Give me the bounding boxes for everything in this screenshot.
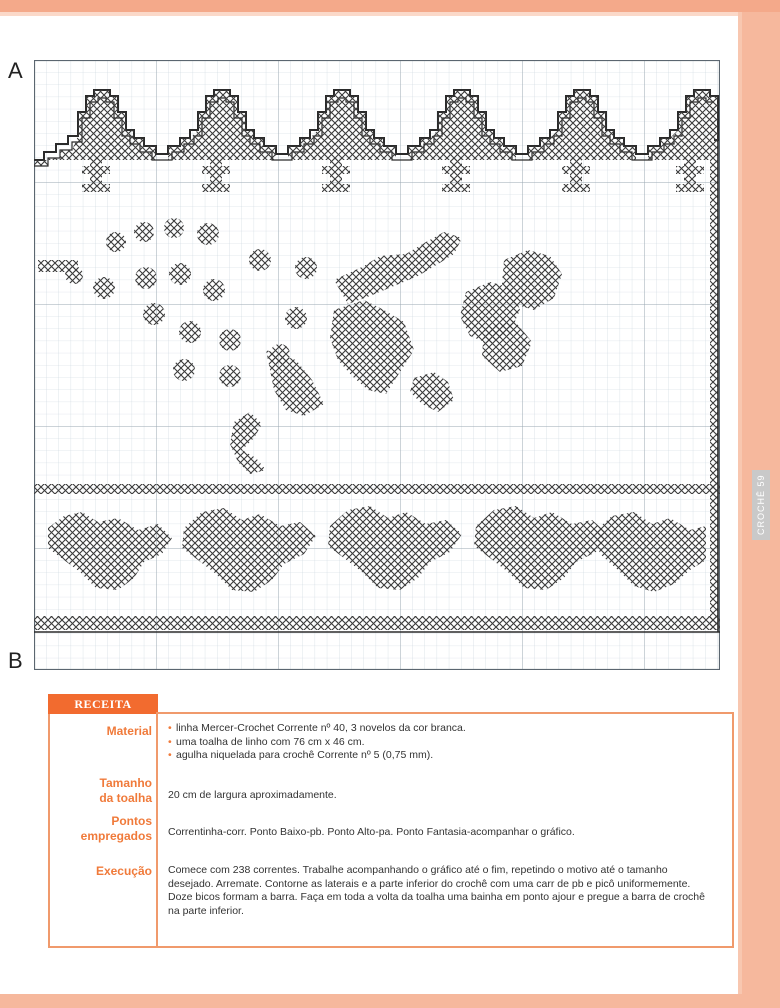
size-label-line-1: Tamanho — [99, 776, 152, 790]
size-label — [48, 776, 152, 806]
page-side-tab: CROCHÊ 59 — [752, 470, 770, 540]
crochet-chart — [34, 60, 720, 670]
material-item: • agulha niquelada para crochê Corrente nº 5 (0,75 mm). — [168, 749, 728, 763]
recipe-divider — [156, 712, 158, 948]
chart-marker-b: B — [8, 648, 23, 673]
stitches-label-line-2: empregados — [80, 829, 152, 843]
size-label-line-2: da toalha — [99, 791, 152, 805]
stitches-text: Correntinha-corr. Ponto Baixo-pb. Ponto Alto-pa. Ponto Fantasia-acompanhar o gráfico. — [168, 826, 575, 838]
material-item: • linha Mercer-Crochet Corrente nº 40, 3 novelos da cor branca. — [168, 722, 728, 736]
chart-marker-a: A — [8, 58, 23, 83]
page-frame-bottom — [0, 994, 780, 1008]
size-text: 20 cm de largura aproximadamente. — [168, 789, 337, 801]
stitches-label-line-1: Pontos — [111, 814, 152, 828]
stitches-label — [48, 814, 152, 844]
chart-right-edge — [710, 160, 718, 630]
material-list — [168, 722, 728, 763]
chart-band-bottom — [34, 616, 720, 630]
execution-text: Comece com 238 correntes. Trabalhe acompanhando o gráfico até o fim, repetindo o motivo até o tamanho desejado. Arremate. Contorne as laterais e a parte inferior do crochê com uma carr de pb e picô uniformemente. Doze bicos formam a barra. Faça em toda a volta da toalha uma bainha em ponto ajour e pregue a barra de crochê na parte inferior. — [168, 864, 705, 917]
recipe-tab: RECEITA — [48, 694, 158, 714]
execution-label: Execução — [95, 864, 152, 878]
material-item: • uma toalha de linho com 76 cm x 46 cm. — [168, 736, 728, 750]
chart-band-top — [34, 484, 720, 494]
material-label: Material — [106, 724, 152, 738]
page-frame-top-inner — [0, 12, 750, 16]
